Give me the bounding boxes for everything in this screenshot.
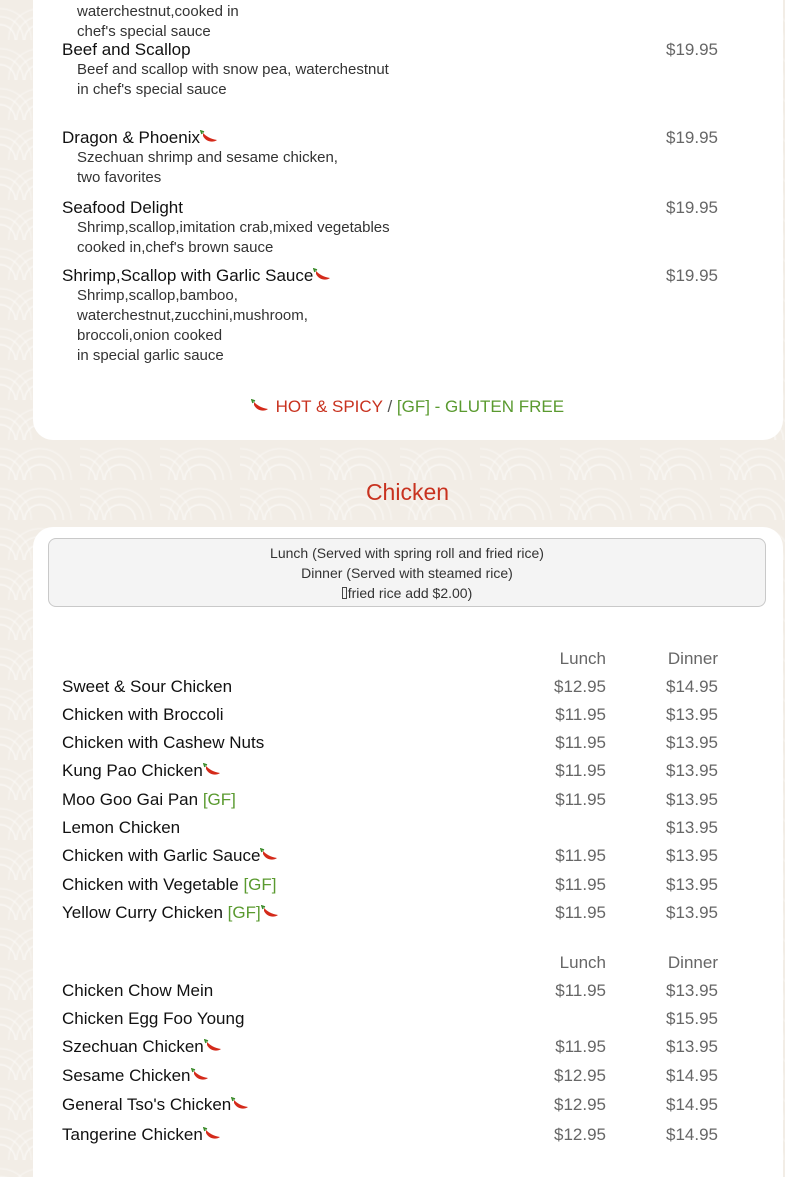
section-title-chicken: Chicken <box>365 479 450 505</box>
menu-item <box>62 818 718 842</box>
item-name: Dragon & Phoenix <box>62 128 220 148</box>
chili-pepper-icon <box>261 905 281 919</box>
price-column-headers <box>62 649 718 671</box>
item-name: Tangerine Chicken <box>62 1125 223 1145</box>
item-name: Chicken with Cashew Nuts <box>62 733 265 752</box>
chili-pepper-icon <box>200 130 220 144</box>
item-description: Shrimp,scallop,bamboo, waterchestnut,zucchini,mushroom, broccoli,onion cooked in special garlic sauce <box>77 287 308 364</box>
missing-glyph-icon <box>342 587 347 599</box>
menu-item <box>62 1125 718 1149</box>
lunch-price: $11.95 <box>555 761 606 780</box>
chili-pepper-icon <box>251 399 271 413</box>
item-description: waterchestnut,cooked in chef's special sauce <box>77 3 239 40</box>
lunch-price: $11.95 <box>555 981 606 1000</box>
menu-item <box>62 1037 718 1061</box>
menu-item <box>62 981 718 1005</box>
dinner-price: $13.95 <box>666 981 718 1000</box>
lunch-price: $11.95 <box>555 1037 606 1056</box>
dinner-header: Dinner <box>667 953 718 972</box>
notice-lunch: Lunch (Served with spring roll and fried rice) <box>270 545 544 561</box>
dinner-price: $13.95 <box>666 875 718 894</box>
item-description: Szechuan shrimp and sesame chicken, two favorites <box>77 149 338 186</box>
dinner-price: $13.95 <box>666 1037 718 1056</box>
menu-item <box>62 875 718 899</box>
item-price: $19.95 <box>666 40 718 59</box>
item-name: Beef and Scallop <box>62 40 191 59</box>
item-description: Shrimp,scallop,imitation crab,mixed vegetables cooked in,chef's brown sauce <box>77 219 390 256</box>
chili-pepper-icon <box>204 1039 224 1053</box>
legend-hot-label: HOT & SPICY <box>275 397 383 416</box>
dinner-price: $14.95 <box>666 1066 718 1085</box>
item-price: $19.95 <box>666 128 718 147</box>
legend-separator: / <box>382 397 397 416</box>
legend-hot <box>251 397 383 416</box>
dinner-price: $13.95 <box>666 761 718 780</box>
item-name: Sesame Chicken <box>62 1066 211 1086</box>
item-name: Lemon Chicken <box>62 818 181 837</box>
item-name: Yellow Curry Chicken [GF] <box>62 903 281 923</box>
menu-item <box>62 903 718 927</box>
chili-pepper-icon <box>203 1127 223 1141</box>
menu-item <box>62 705 718 729</box>
item-price: $19.95 <box>666 266 718 285</box>
lunch-price: $12.95 <box>554 1095 606 1114</box>
item-name: Seafood Delight <box>62 198 183 217</box>
dinner-price: $15.95 <box>666 1009 718 1028</box>
chili-pepper-icon <box>231 1097 251 1111</box>
serving-notice <box>48 538 766 607</box>
item-description: Beef and scallop with snow pea, waterchestnut in chef's special sauce <box>77 61 389 98</box>
item-name: General Tso's Chicken <box>62 1095 251 1115</box>
item-name: Shrimp,Scallop with Garlic Sauce <box>62 266 333 286</box>
lunch-price: $11.95 <box>555 903 606 922</box>
notice-dinner: Dinner (Served with steamed rice) <box>301 565 513 581</box>
dinner-price: $13.95 <box>666 903 718 922</box>
lunch-price: $11.95 <box>555 846 606 865</box>
legend-gluten-free: [GF] - GLUTEN FREE <box>396 397 565 416</box>
menu-item <box>62 677 718 701</box>
menu-item <box>62 761 718 785</box>
lunch-price: $11.95 <box>555 790 606 809</box>
item-name: Chicken with Vegetable [GF] <box>62 875 277 894</box>
menu-item <box>62 1095 718 1119</box>
gluten-free-tag: [GF] <box>202 790 236 809</box>
menu-item <box>62 790 718 814</box>
item-name: Sweet & Sour Chicken <box>62 677 233 696</box>
menu-item <box>62 266 718 366</box>
item-name: Kung Pao Chicken <box>62 761 223 781</box>
dinner-price: $13.95 <box>666 705 718 724</box>
notice-fried-rice <box>49 583 765 603</box>
item-name: Chicken with Broccoli <box>62 705 224 724</box>
notice-fried-rice-label: fried rice add $2.00) <box>347 585 473 601</box>
chili-pepper-icon <box>203 763 223 777</box>
menu-item <box>62 1066 718 1090</box>
dinner-price: $13.95 <box>666 790 718 809</box>
lunch-price: $11.95 <box>555 733 606 752</box>
menu-item <box>62 40 718 140</box>
item-name: Szechuan Chicken <box>62 1037 224 1057</box>
menu-item <box>62 1009 718 1033</box>
price-column-headers <box>62 953 718 975</box>
chili-pepper-icon <box>191 1068 211 1082</box>
dinner-price: $13.95 <box>666 733 718 752</box>
dinner-header: Dinner <box>667 649 718 668</box>
dinner-price: $13.95 <box>666 818 718 837</box>
gluten-free-tag: [GF] <box>243 875 277 894</box>
chili-pepper-icon <box>260 848 280 862</box>
dinner-price: $14.95 <box>666 1095 718 1114</box>
lunch-price: $12.95 <box>554 1125 606 1144</box>
item-name: Chicken with Garlic Sauce <box>62 846 280 866</box>
legend <box>0 397 785 417</box>
dinner-price: $14.95 <box>666 1125 718 1144</box>
lunch-header: Lunch <box>559 953 606 972</box>
menu-item <box>62 846 718 870</box>
gluten-free-tag: [GF] <box>227 903 261 922</box>
lunch-price: $12.95 <box>554 677 606 696</box>
chili-pepper-icon <box>313 268 333 282</box>
menu-item <box>62 733 718 757</box>
dinner-price: $14.95 <box>666 677 718 696</box>
item-name: Chicken Chow Mein <box>62 981 214 1000</box>
lunch-header: Lunch <box>559 649 606 668</box>
lunch-price: $12.95 <box>554 1066 606 1085</box>
dinner-price: $13.95 <box>666 846 718 865</box>
item-price: $19.95 <box>666 198 718 217</box>
item-name: Moo Goo Gai Pan [GF] <box>62 790 236 809</box>
lunch-price: $11.95 <box>555 705 606 724</box>
item-name: Chicken Egg Foo Young <box>62 1009 245 1028</box>
lunch-price: $11.95 <box>555 875 606 894</box>
